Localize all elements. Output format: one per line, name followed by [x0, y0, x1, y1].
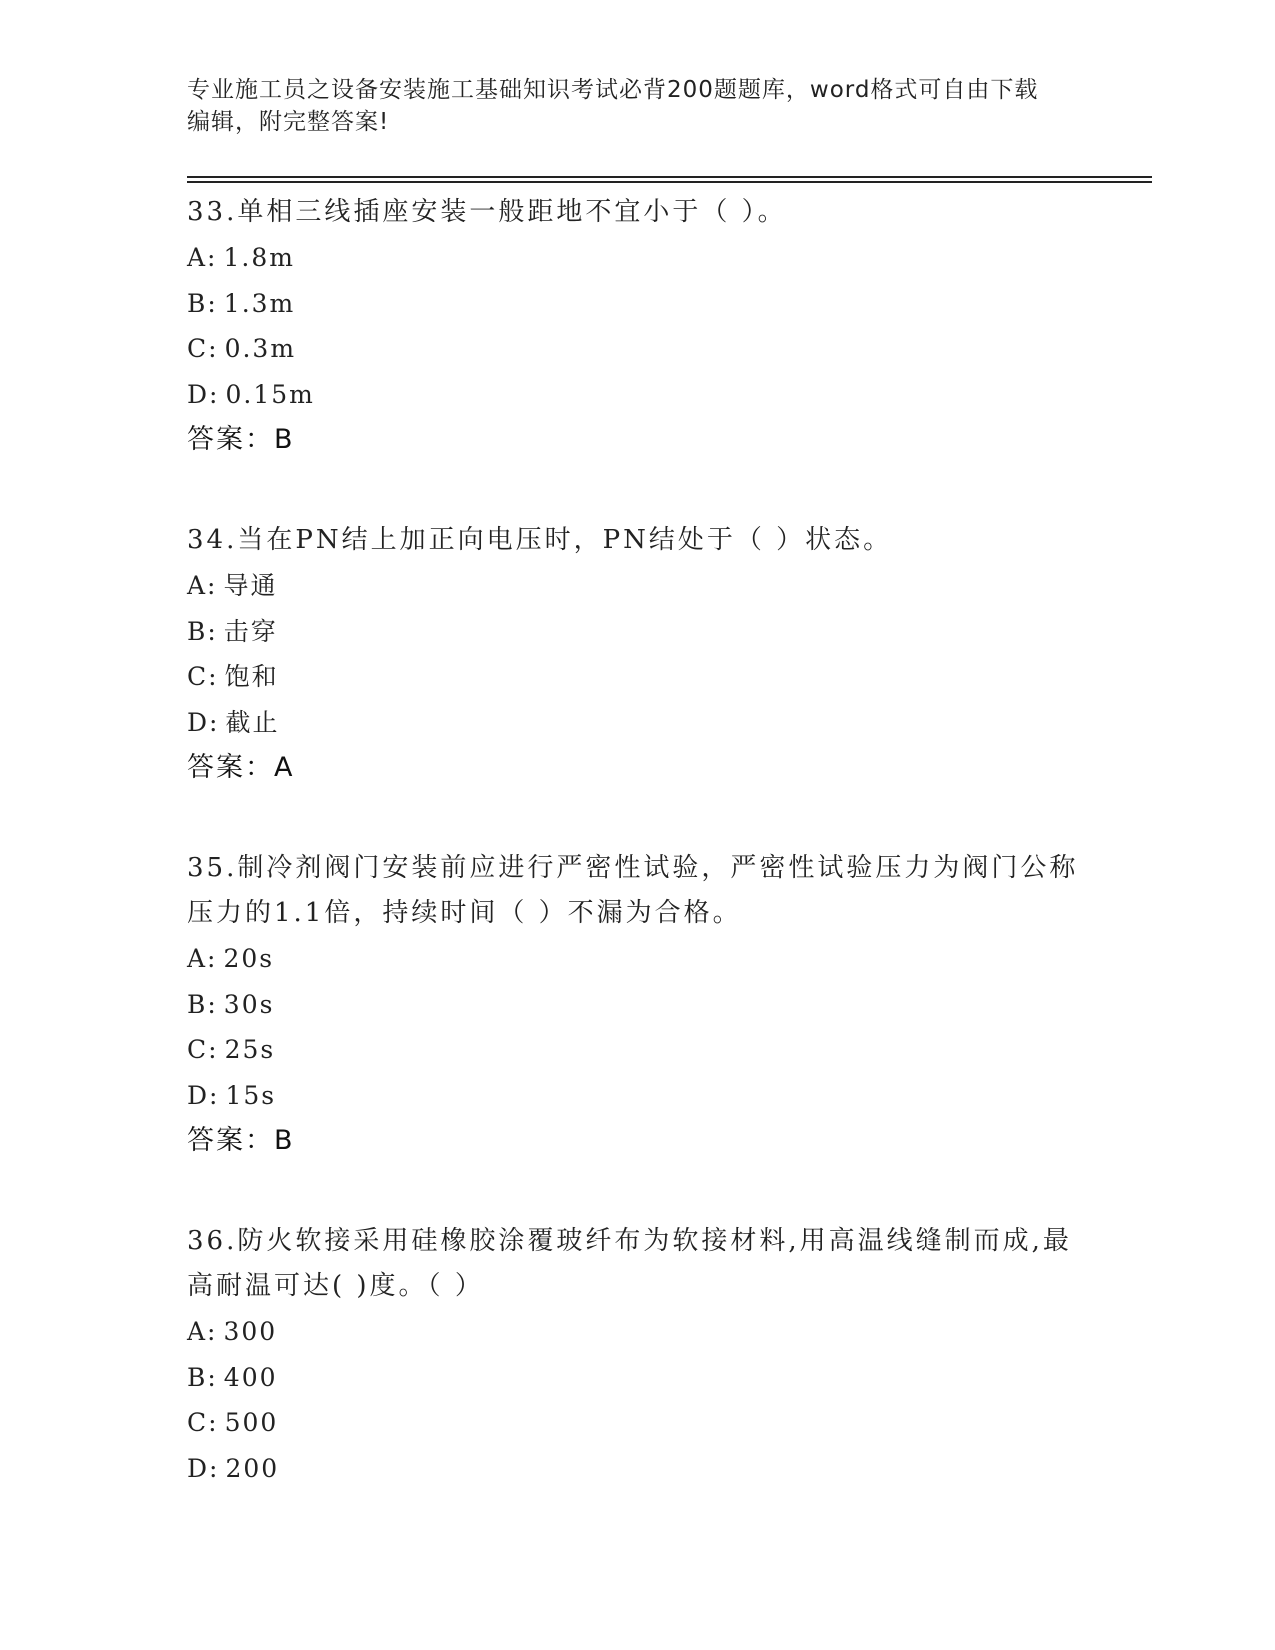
option-value: 400 [223, 1362, 278, 1392]
option-value: 15s [225, 1080, 277, 1110]
answer: 答案：B [187, 1125, 295, 1156]
question-34 [187, 518, 1087, 790]
option-a [187, 563, 1087, 609]
header-divider-bottom [187, 181, 1152, 183]
option-value: 500 [224, 1408, 279, 1437]
option-value: 0.15m [225, 379, 315, 409]
answer: 答案：B [187, 424, 295, 455]
option-key: A: [187, 571, 218, 600]
option-value: 0.3m [224, 334, 297, 363]
question-33 [187, 190, 1087, 462]
question-text: 35.制冷剂阀门安装前应进行严密性试验，严密性试验压力为阀门公称压力的1.1倍，持续时间（ ）不漏为合格。 [187, 853, 1079, 928]
question-text: 33.单相三线插座安装一般距地不宜小于（ ）。 [187, 197, 787, 227]
option-value: 20s [223, 944, 275, 973]
option-key: B: [187, 288, 218, 318]
option-key: B: [187, 1362, 218, 1392]
option-key: C: [187, 1408, 219, 1437]
option-d [187, 1073, 1087, 1119]
option-a [187, 235, 1087, 281]
option-key: A: [187, 243, 218, 272]
option-a [187, 936, 1087, 982]
question-text: 34.当在PN结上加正向电压时，PN结处于（ ）状态。 [187, 525, 893, 555]
header-line-2: 编辑，附完整答案! [187, 109, 390, 135]
header-divider-top [187, 176, 1152, 178]
option-value: 击穿 [223, 616, 278, 646]
option-d [187, 700, 1087, 746]
option-key: C: [187, 662, 219, 691]
document-header [187, 74, 1087, 138]
option-key: B: [187, 616, 218, 646]
option-value: 导通 [223, 571, 278, 600]
option-key: D: [187, 379, 220, 409]
option-c [187, 1400, 1087, 1446]
option-key: D: [187, 1080, 220, 1110]
header-line-1: 专业施工员之设备安装施工基础知识考试必背200题题库，word格式可自由下载 [187, 77, 1039, 103]
option-key: B: [187, 989, 218, 1019]
option-value: 饱和 [224, 662, 279, 691]
option-d [187, 1446, 1087, 1492]
option-value: 截止 [225, 707, 280, 737]
option-key: D: [187, 1453, 220, 1483]
option-c [187, 654, 1087, 700]
option-b [187, 1355, 1087, 1401]
option-d [187, 372, 1087, 418]
question-36 [187, 1219, 1087, 1491]
option-value: 1.8m [223, 243, 295, 272]
option-key: A: [187, 1317, 218, 1346]
option-key: D: [187, 707, 220, 737]
option-b [187, 609, 1087, 655]
option-c [187, 1027, 1087, 1073]
question-text: 36.防火软接采用硅橡胶涂覆玻纤布为软接材料,用高温线缝制而成,最高耐温可达( )度。（ ） [187, 1226, 1072, 1301]
question-35 [187, 846, 1087, 1163]
option-value: 1.3m [223, 288, 296, 318]
option-a [187, 1309, 1087, 1355]
question-list [187, 190, 1087, 1547]
option-key: A: [187, 944, 218, 973]
answer: 答案：A [187, 752, 295, 783]
option-key: C: [187, 1035, 219, 1064]
option-b [187, 281, 1087, 327]
option-value: 30s [223, 989, 275, 1019]
option-value: 300 [223, 1317, 278, 1346]
option-value: 200 [225, 1453, 280, 1483]
option-c [187, 326, 1087, 372]
option-value: 25s [224, 1035, 276, 1064]
option-b [187, 982, 1087, 1028]
option-key: C: [187, 334, 219, 363]
